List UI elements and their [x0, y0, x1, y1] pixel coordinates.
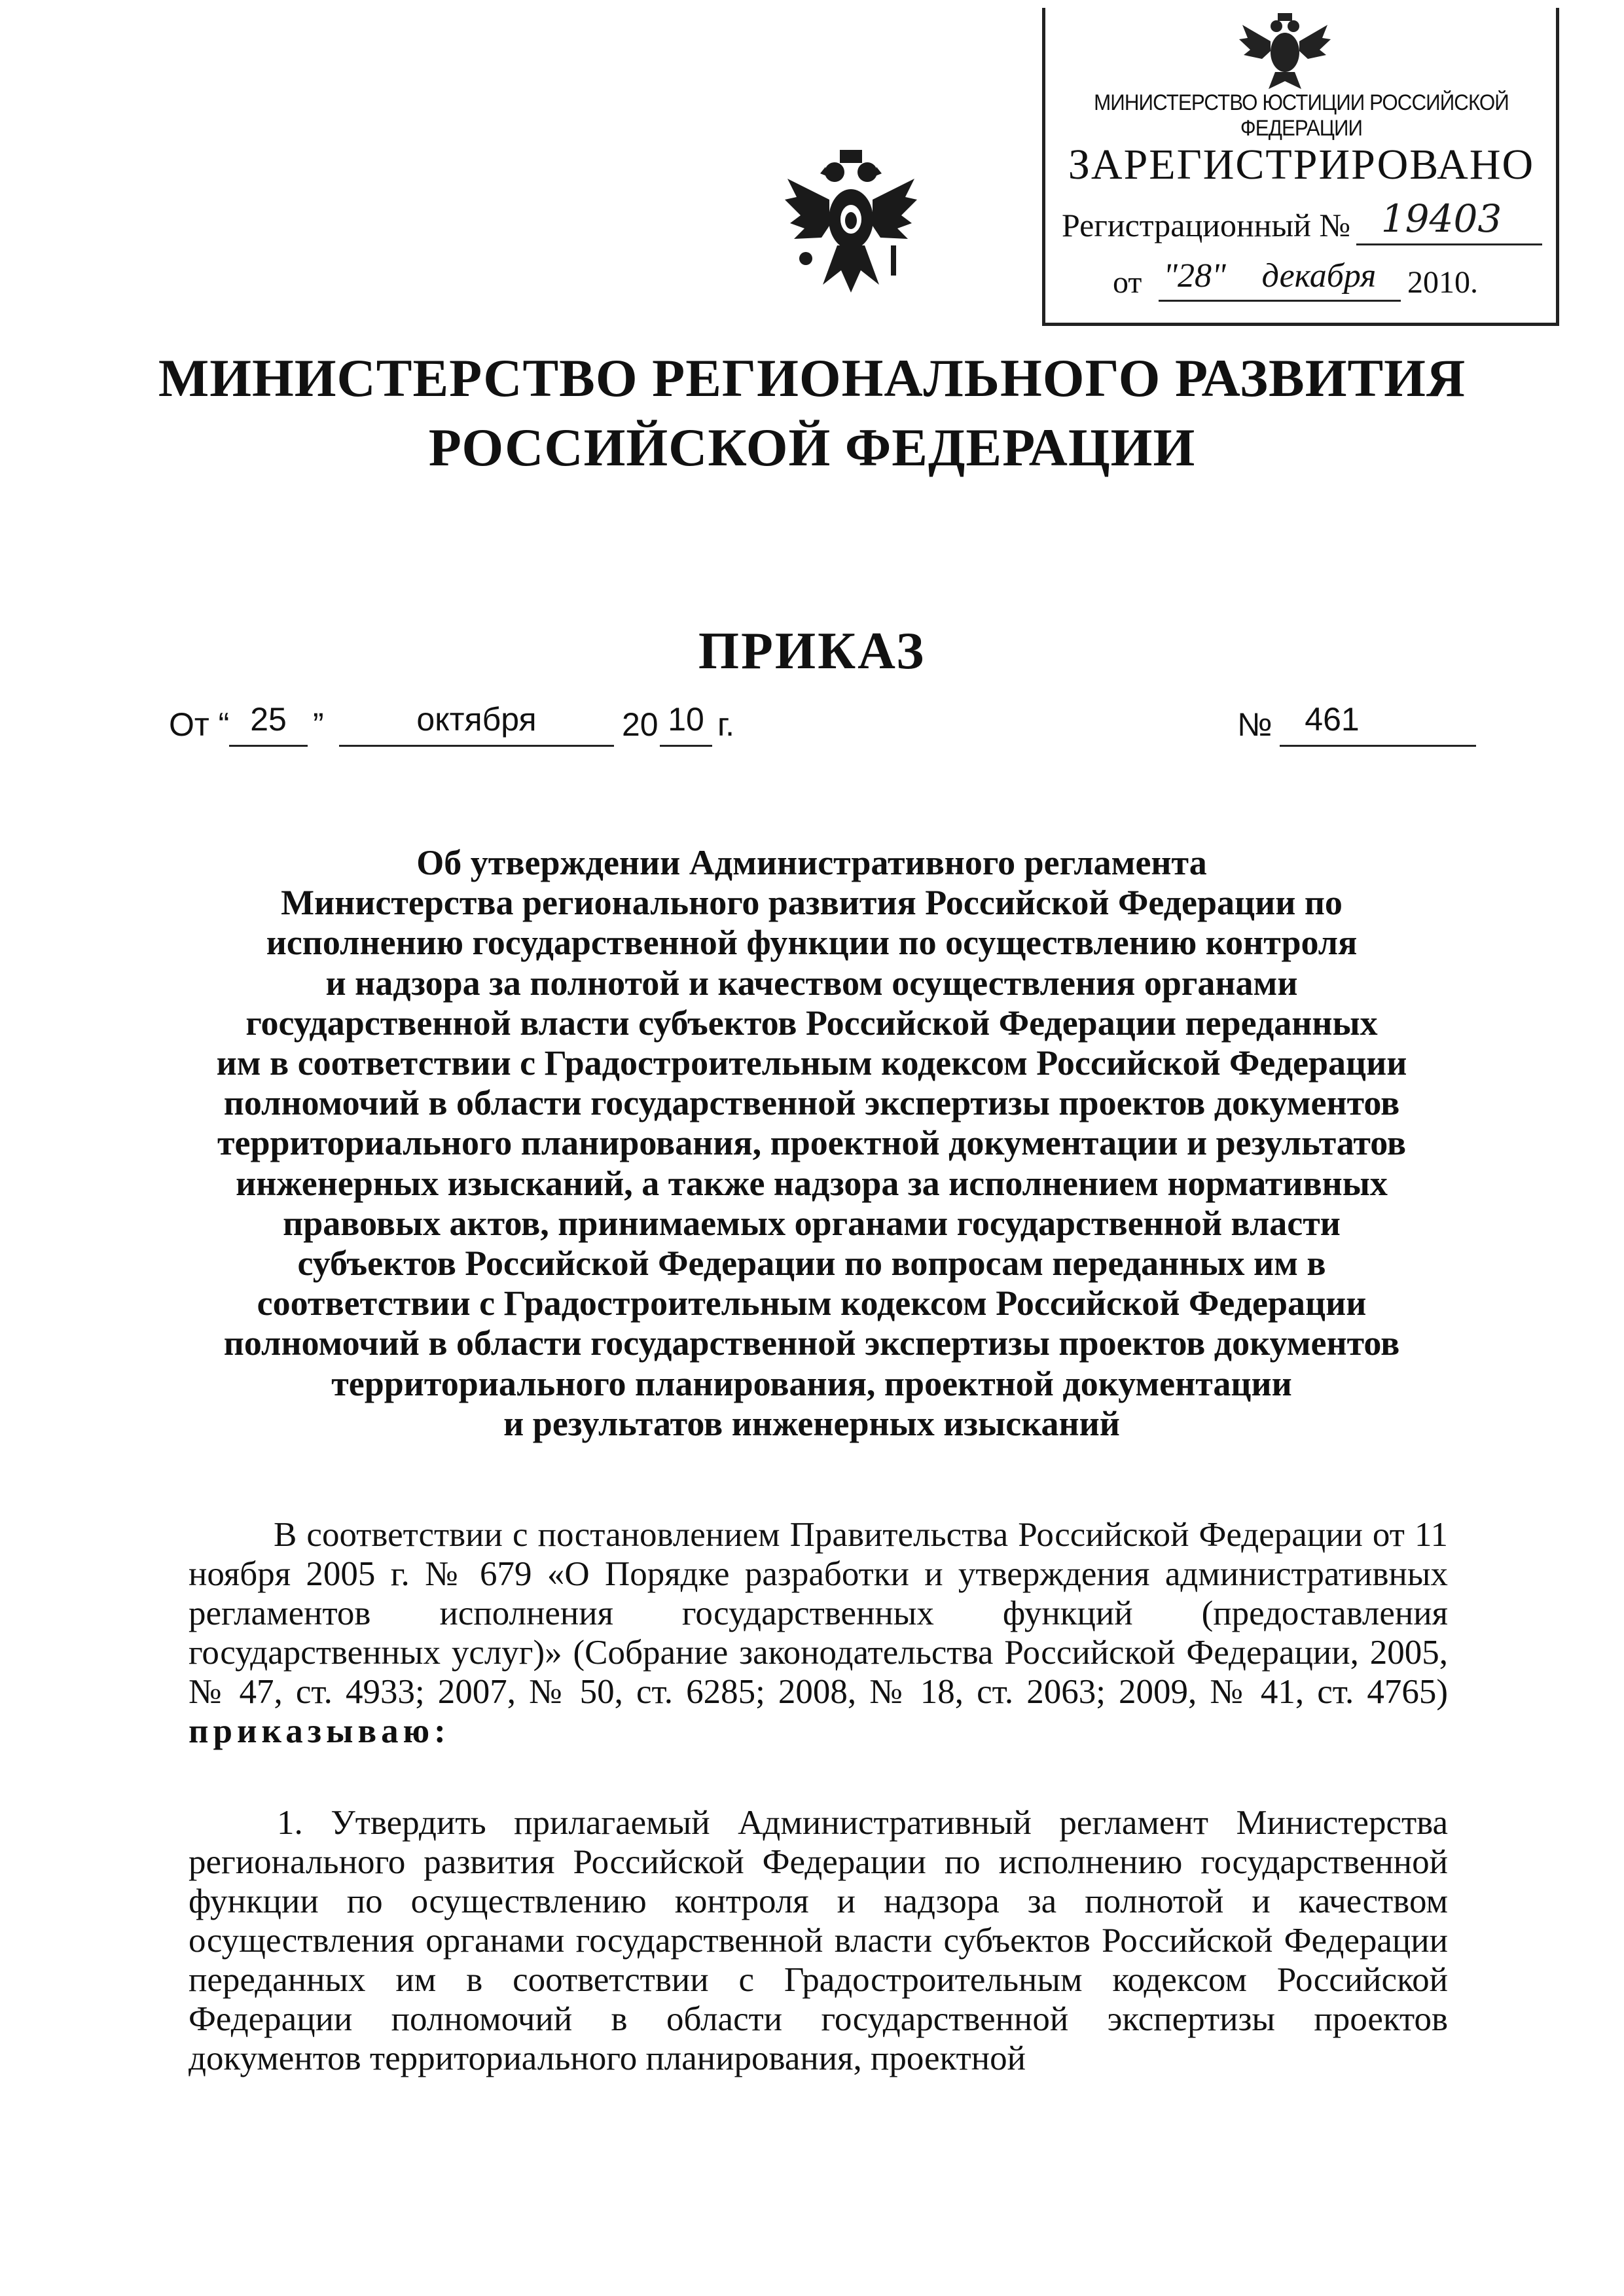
- subject-line: полномочий в области государственной экспертизы проектов документов: [223, 1323, 1400, 1363]
- order-word: приказываю:: [189, 1712, 450, 1750]
- subject-line: территориального планирования, проектной документации: [331, 1363, 1292, 1403]
- ministry-title-line1: МИНИСТЕРСТВО РЕГИОНАЛЬНОГО РАЗВИТИЯ: [158, 348, 1466, 408]
- order-year-prefix: 20: [622, 706, 659, 743]
- subject-line: территориального планирования, проектной документации и результатов: [217, 1123, 1407, 1163]
- date-quote-close: ”: [313, 706, 324, 743]
- subject-line: правовых актов, принимаемых органами государственной власти: [283, 1203, 1341, 1243]
- subject-line: государственной власти субъектов Российской Федерации переданных: [245, 1003, 1378, 1043]
- document-type: ПРИКАЗ: [698, 622, 926, 680]
- order-day-underline: [229, 745, 308, 747]
- subject-line: и результатов инженерных изысканий: [503, 1403, 1120, 1443]
- stamp-date-day: "28": [1163, 257, 1226, 295]
- order-subject: [157, 843, 1466, 1444]
- stamp-status: ЗАРЕГИСТРИРОВАНО: [1068, 141, 1535, 188]
- ministry-title: [0, 344, 1624, 482]
- subject-line: субъектов Российской Федерации по вопросам переданных им в: [297, 1244, 1326, 1283]
- subject-line: Об утверждении Административного регламента: [416, 843, 1207, 882]
- order-item-1: 1. Утвердить прилагаемый Административный регламент Министерства регионального развития Российской Федерации по исполнению государственной функции по осуществлению контроля и надзора за полнотой и качеством осуществления органами государственной власти субъектов Российской Федерации переданных им в соответствии с Градостроительным кодексом Российской Федерации полномочий в области государственной экспертизы проектов документов территориального планирования, проектной: [189, 1804, 1448, 2077]
- order-month: октября: [416, 701, 537, 738]
- ministry-title-line2: РОССИЙСКОЙ ФЕДЕРАЦИИ: [428, 418, 1196, 477]
- order-year-underline: [660, 745, 712, 747]
- order-month-underline: [339, 745, 614, 747]
- stamp-eagle-emblem-icon: [1236, 12, 1334, 94]
- order-number-underline: [1280, 745, 1476, 747]
- order-number-label: №: [1237, 706, 1272, 743]
- subject-line: полномочий в области государственной экспертизы проектов документов: [223, 1083, 1400, 1123]
- subject-line: им в соответствии с Градостроительным кодексом Российской Федерации: [216, 1043, 1407, 1083]
- stamp-ministry-name: МИНИСТЕРСТВО ЮСТИЦИИ РОССИЙСКОЙ ФЕДЕРАЦИИ: [1094, 90, 1509, 141]
- subject-line: исполнению государственной функции по осуществлению контроля: [266, 923, 1358, 963]
- subject-line: Министерства регионального развития Российской Федерации по: [281, 883, 1343, 923]
- stamp-reg-number-underline: [1356, 243, 1542, 245]
- preamble-text: В соответствии с постановлением Правительства Российской Федерации от 11 ноября 2005 г. № 679 «О Порядке разработки и утверждения административных регламентов исполнения государственных функций (предоставления государственных услуг)» (Собрание законодательства Российской Федерации, 2005, № 47, ст. 4933; 2007, № 50, ст. 6285; 2008, № 18, ст. 2063; 2009, № 41, ст. 4765): [189, 1516, 1448, 1711]
- coat-of-arms-eagle-icon: [782, 147, 920, 296]
- date-from-label: От “: [169, 706, 230, 743]
- preamble-paragraph: [189, 1515, 1448, 1751]
- order-year-abbrev: г.: [717, 706, 735, 743]
- order-day: 25: [250, 701, 287, 738]
- stamp-date-prefix: от: [1113, 265, 1142, 300]
- order-number: 461: [1305, 701, 1360, 738]
- stamp-date-underline: [1159, 300, 1401, 302]
- order-year-suffix: 10: [668, 701, 704, 738]
- stamp-date-year: 2010.: [1407, 265, 1478, 300]
- subject-line: и надзора за полнотой и качеством осуществления органами: [325, 963, 1298, 1003]
- subject-line: соответствии с Градостроительным кодексом Российской Федерации: [257, 1283, 1367, 1323]
- stamp-reg-number-label: Регистрационный №: [1062, 207, 1351, 243]
- stamp-reg-number: 19403: [1380, 196, 1502, 241]
- stamp-date-month: декабря: [1261, 257, 1377, 295]
- subject-line: инженерных изысканий, а также надзора за исполнением нормативных: [236, 1163, 1388, 1203]
